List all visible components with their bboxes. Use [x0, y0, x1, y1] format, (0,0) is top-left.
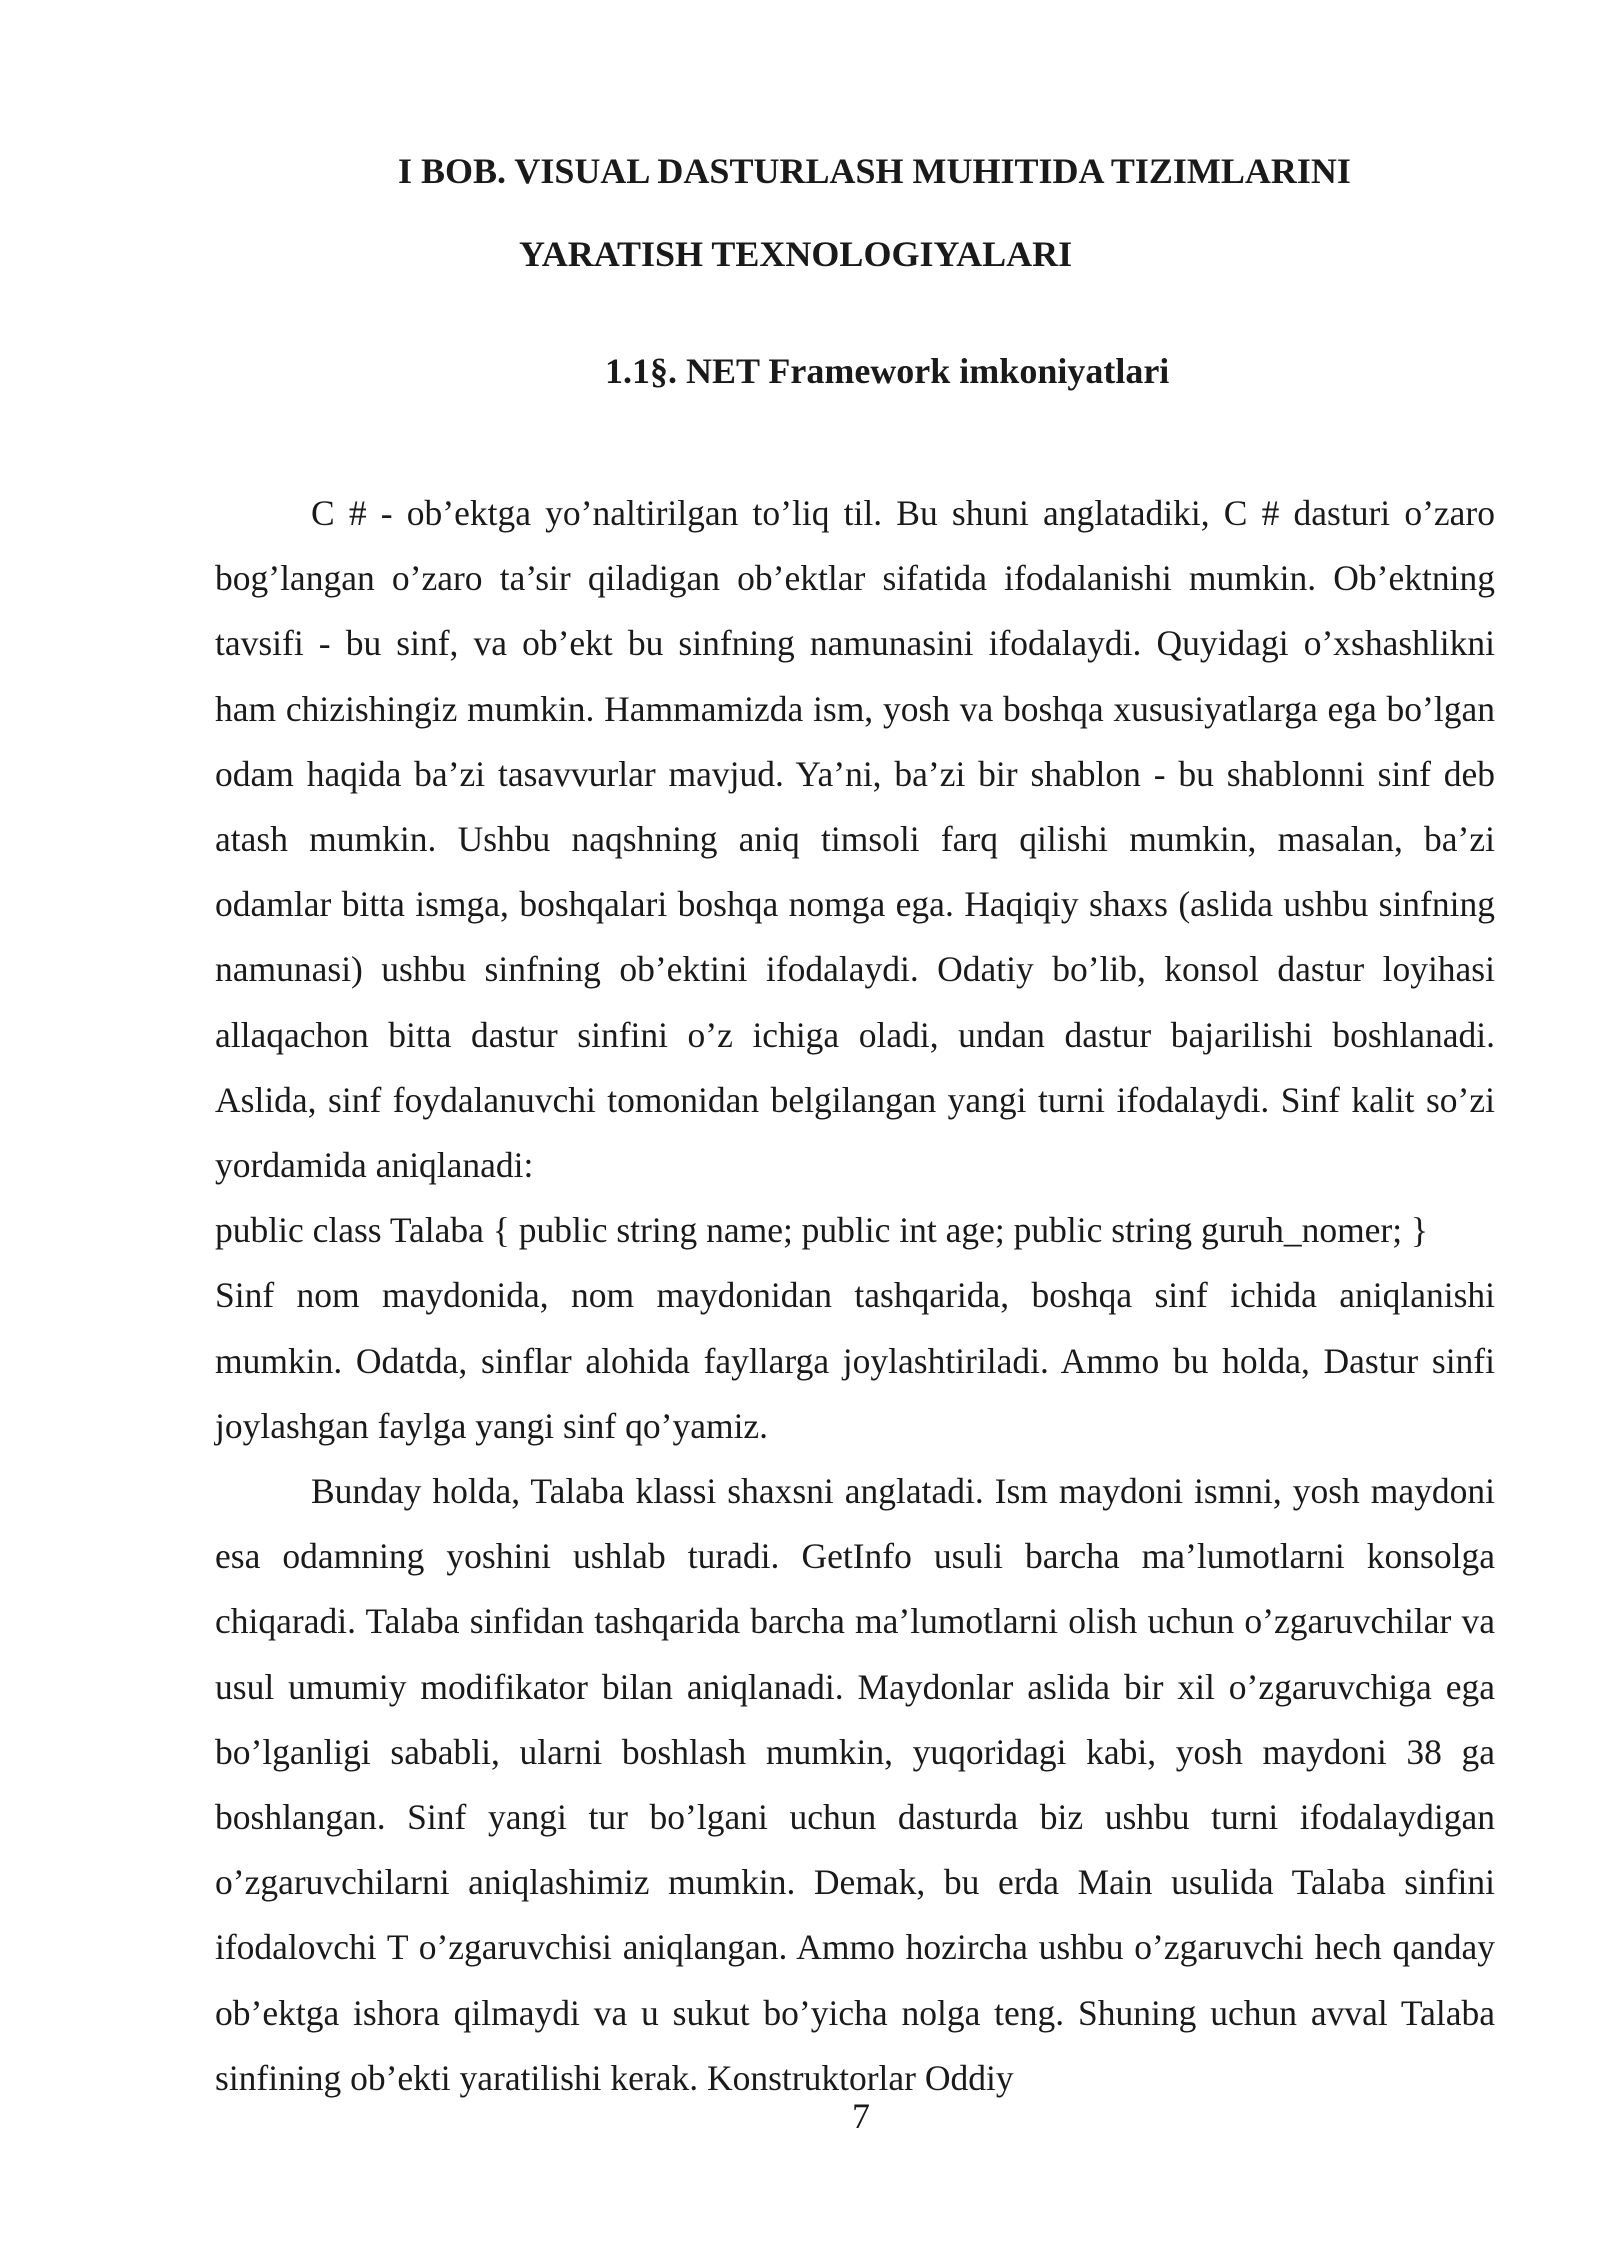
page-number: 7: [852, 2096, 870, 2136]
chapter-title-line-2: YARATISH TEXNOLOGIYALARI: [519, 234, 1073, 274]
paragraph-2: Sinf nom maydonida, nom maydonidan tashqarida, boshqa sinf ichida aniqlanishi mumkin. Odatda, sinflar alohida fayllarga joylashtiriladi. Ammo bu holda, Dastur sinfi joylashgan faylga yangi sinf qo’yamiz.: [215, 1275, 1495, 1446]
paragraph-3: Bunday holda, Talaba klassi shaxsni anglatadi. Ism maydoni ismni, yosh maydoni esa odamning yoshini ushlab turadi. GetInfo usuli barcha ma’lumotlarni konsolga chiqaradi. Talaba sinfidan tashqarida barcha ma’lumotlarni olish uchun o’zgaruvchilar va usul umumiy modifikator bilan aniqlanadi. Maydonlar aslida bir xil o’zgaruvchiga ega bo’lganligi sababli, ularni boshlash mumkin, yuqoridagi kabi, yosh maydoni 38 ga boshlangan. Sinf yangi tur bo’lgani uchun dasturda biz ushbu turni ifodalaydigan o’zgaruvchilarni aniqlashimiz mumkin. Demak, bu erda Main usulida Talaba sinfini ifodalovchi T o’zgaruvchisi aniqlangan. Ammo hozircha ushbu o’zgaruvchi hech qanday ob’ektga ishora qilmaydi va u sukut bo’yicha nolga teng. Shuning uchun avval Talaba sinfining ob’ekti yaratilishi kerak. Konstruktorlar Oddiy: [215, 1471, 1495, 2098]
section-title: 1.1§. NET Framework imkoniyatlari: [605, 351, 1170, 391]
body-text: [215, 481, 1495, 2111]
chapter-title-line-1: I BOB. VISUAL DASTURLASH MUHITIDA TIZIMLARINI: [398, 151, 1351, 191]
paragraph-1: C # - ob’ektga yo’naltirilgan to’liq til. Bu shuni anglatadiki, C # dasturi o’zaro bog’langan o’zaro ta’sir qiladigan ob’ektlar sifatida ifodalanishi mumkin. Ob’ektning tavsifi - bu sinf, va ob’ekt bu sinfning namunasini ifodalaydi. Quyidagi o’xshashlikni ham chizishingiz mumkin. Hammamizda ism, yosh va boshqa xususiyatlarga ega bo’lgan odam haqida ba’zi tasavvurlar mavjud. Ya’ni, ba’zi bir shablon - bu shablonni sinf deb atash mumkin. Ushbu naqshning aniq timsoli farq qilishi mumkin, masalan, ba’zi odamlar bitta ismga, boshqalari boshqa nomga ega. Haqiqiy shaxs (aslida ushbu sinfning namunasi) ushbu sinfning ob’ektini ifodalaydi. Odatiy bo’lib, konsol dastur loyihasi allaqachon bitta dastur sinfini o’z ichiga oladi, undan dastur bajarilishi boshlanadi. Aslida, sinf foydalanuvchi tomonidan belgilangan yangi turni ifodalaydi. Sinf kalit so’zi yordamida aniqlanadi:: [215, 493, 1495, 1186]
code-line: public class Talaba { public string name; public int age; public string guruh_nomer; }: [215, 1210, 1429, 1251]
